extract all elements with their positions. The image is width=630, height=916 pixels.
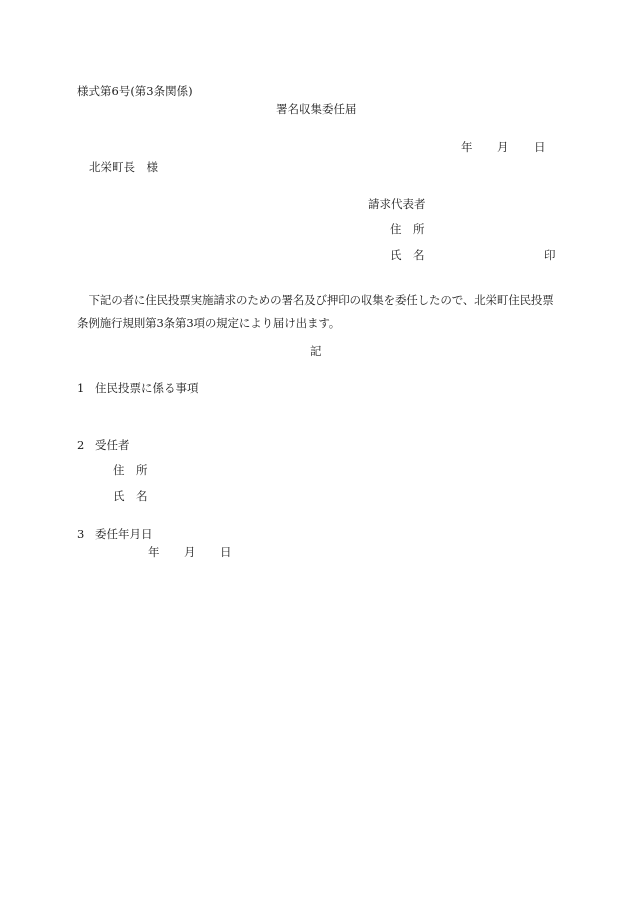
date-month: 月 (497, 140, 509, 154)
body-paragraph: 下記の者に住民投票実施請求のための署名及び押印の収集を委任したので、北栄町住民投票条例施行規則第3条第3項の規定により届け出ます。 (77, 293, 554, 330)
date-day: 日 (534, 140, 546, 154)
item-3-day: 日 (220, 545, 232, 559)
item-2-number: 2 (77, 438, 85, 452)
addressee: 北栄町長 様 (89, 160, 158, 174)
item-1-label: 住民投票に係る事項 (95, 381, 199, 395)
item-3-label: 委任年月日 (95, 527, 153, 541)
item-1-number: 1 (77, 381, 85, 395)
item-2-name-label: 氏 名 (113, 489, 148, 503)
representative-address-label: 住 所 (390, 222, 425, 236)
item-2-label: 受任者 (95, 438, 130, 452)
document-title: 署名収集委任届 (276, 102, 357, 116)
ki-heading: 記 (310, 344, 322, 358)
item-3-month: 月 (184, 545, 196, 559)
form-number: 様式第6号(第3条関係) (77, 84, 193, 98)
item-3-number: 3 (77, 527, 85, 541)
item-3-year: 年 (148, 545, 160, 559)
representative-heading: 請求代表者 (368, 197, 426, 211)
item-2-address-label: 住 所 (113, 463, 148, 477)
representative-name-label: 氏 名 (390, 248, 425, 262)
seal-mark: 印 (544, 248, 556, 262)
date-year: 年 (461, 140, 473, 154)
